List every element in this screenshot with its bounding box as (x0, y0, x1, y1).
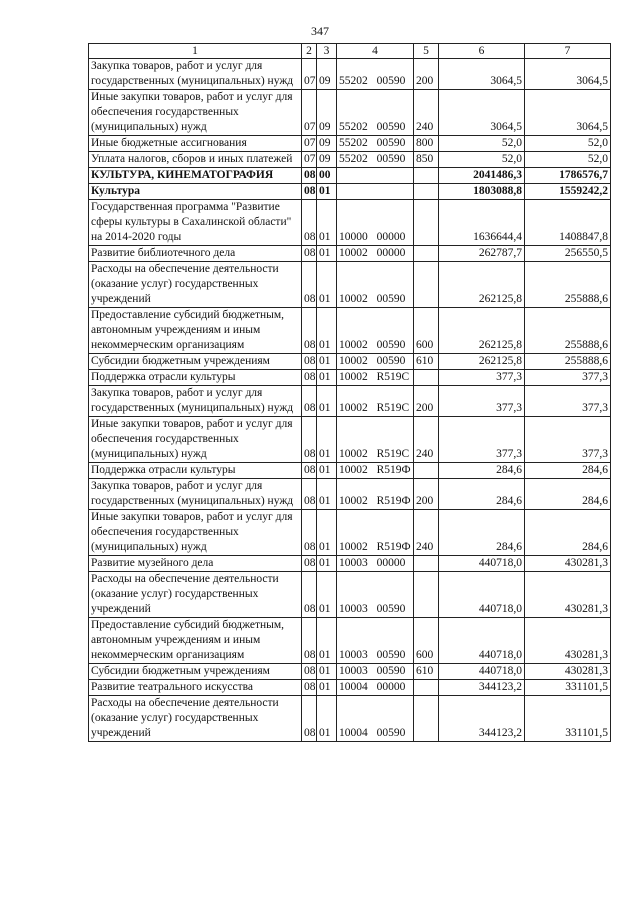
section-code-cell: 07 (302, 136, 317, 152)
amount-year1-cell: 3064,5 (439, 90, 525, 136)
subsection-code-cell: 09 (317, 136, 337, 152)
target-article-cell: 10002 R519Ф (337, 463, 414, 479)
subsection-code-cell: 01 (317, 370, 337, 386)
amount-year1-cell: 1803088,8 (439, 184, 525, 200)
amount-year1-cell: 262125,8 (439, 262, 525, 308)
table-row (89, 463, 611, 479)
subsection-code-cell: 01 (317, 200, 337, 246)
target-article-cell: 10002 00000 (337, 246, 414, 262)
row-name-cell: Субсидии бюджетным учреждениям (89, 664, 302, 680)
row-name-cell: Закупка товаров, работ и услуг для государственных (муниципальных) нужд (89, 59, 302, 90)
amount-year2-cell: 256550,5 (525, 246, 611, 262)
expense-type-cell: 800 (414, 136, 439, 152)
section-code-cell: 08 (302, 262, 317, 308)
table-row (89, 556, 611, 572)
row-name-cell: Предоставление субсидий бюджетным, автономным учреждениям и иным некоммерческим организациям (89, 308, 302, 354)
row-name-cell: Иные бюджетные ассигнования (89, 136, 302, 152)
table-row (89, 510, 611, 556)
target-article-cell: 10002 R519C (337, 370, 414, 386)
expense-type-cell: 200 (414, 479, 439, 510)
header-cell: 7 (525, 44, 611, 59)
header-cell: 5 (414, 44, 439, 59)
subsection-code-cell: 01 (317, 556, 337, 572)
amount-year2-cell: 255888,6 (525, 262, 611, 308)
expense-type-cell: 600 (414, 308, 439, 354)
section-code-cell: 08 (302, 308, 317, 354)
expense-type-cell: 200 (414, 59, 439, 90)
row-name-cell: КУЛЬТУРА, КИНЕМАТОГРАФИЯ (89, 168, 302, 184)
amount-year1-cell: 1636644,4 (439, 200, 525, 246)
subsection-code-cell: 01 (317, 354, 337, 370)
table-row (89, 664, 611, 680)
target-article-cell: 10002 00590 (337, 262, 414, 308)
amount-year1-cell: 377,3 (439, 386, 525, 417)
expense-type-cell: 240 (414, 90, 439, 136)
expense-type-cell (414, 262, 439, 308)
row-name-cell: Развитие театрального искусства (89, 680, 302, 696)
expense-type-cell (414, 246, 439, 262)
row-name-cell: Уплата налогов, сборов и иных платежей (89, 152, 302, 168)
row-name-cell: Закупка товаров, работ и услуг для государственных (муниципальных) нужд (89, 386, 302, 417)
section-code-cell: 08 (302, 618, 317, 664)
row-name-cell: Расходы на обеспечение деятельности (оказание услуг) государственных учреждений (89, 262, 302, 308)
expense-type-cell (414, 572, 439, 618)
row-name-cell: Иные закупки товаров, работ и услуг для обеспечения государственных (муниципальных) нужд (89, 510, 302, 556)
table-row (89, 354, 611, 370)
row-name-cell: Поддержка отрасли культуры (89, 370, 302, 386)
subsection-code-cell: 09 (317, 59, 337, 90)
table-row (89, 90, 611, 136)
table-row (89, 417, 611, 463)
section-code-cell: 08 (302, 572, 317, 618)
header-cell: 2 (302, 44, 317, 59)
row-name-cell: Культура (89, 184, 302, 200)
amount-year1-cell: 284,6 (439, 479, 525, 510)
expense-type-cell (414, 463, 439, 479)
subsection-code-cell: 01 (317, 386, 337, 417)
table-header-row (89, 44, 611, 59)
table-row (89, 696, 611, 742)
target-article-cell: 10003 00000 (337, 556, 414, 572)
section-code-cell: 08 (302, 696, 317, 742)
table-row (89, 200, 611, 246)
budget-table (88, 43, 611, 742)
amount-year2-cell: 3064,5 (525, 90, 611, 136)
table-row (89, 184, 611, 200)
amount-year1-cell: 344123,2 (439, 696, 525, 742)
section-code-cell: 07 (302, 90, 317, 136)
subsection-code-cell: 09 (317, 152, 337, 168)
subsection-code-cell: 01 (317, 664, 337, 680)
expense-type-cell: 610 (414, 664, 439, 680)
expense-type-cell: 240 (414, 510, 439, 556)
target-article-cell: 10003 00590 (337, 664, 414, 680)
expense-type-cell: 850 (414, 152, 439, 168)
section-code-cell: 08 (302, 184, 317, 200)
section-code-cell: 08 (302, 354, 317, 370)
table-row (89, 308, 611, 354)
section-code-cell: 08 (302, 664, 317, 680)
amount-year2-cell: 430281,3 (525, 556, 611, 572)
expense-type-cell (414, 184, 439, 200)
expense-type-cell: 600 (414, 618, 439, 664)
amount-year1-cell: 284,6 (439, 463, 525, 479)
target-article-cell: 55202 00590 (337, 59, 414, 90)
header-cell: 1 (89, 44, 302, 59)
amount-year2-cell: 430281,3 (525, 618, 611, 664)
table-row (89, 262, 611, 308)
amount-year2-cell: 430281,3 (525, 664, 611, 680)
target-article-cell: 10002 R519Ф (337, 510, 414, 556)
row-name-cell: Развитие музейного дела (89, 556, 302, 572)
amount-year1-cell: 440718,0 (439, 572, 525, 618)
expense-type-cell (414, 200, 439, 246)
section-code-cell: 08 (302, 510, 317, 556)
target-article-cell: 10004 00590 (337, 696, 414, 742)
subsection-code-cell: 01 (317, 463, 337, 479)
section-code-cell: 08 (302, 386, 317, 417)
subsection-code-cell: 01 (317, 246, 337, 262)
row-name-cell: Иные закупки товаров, работ и услуг для обеспечения государственных (муниципальных) нужд (89, 90, 302, 136)
table-body (89, 44, 611, 742)
row-name-cell: Поддержка отрасли культуры (89, 463, 302, 479)
expense-type-cell: 240 (414, 417, 439, 463)
subsection-code-cell: 00 (317, 168, 337, 184)
expense-type-cell (414, 370, 439, 386)
amount-year2-cell: 1408847,8 (525, 200, 611, 246)
section-code-cell: 08 (302, 168, 317, 184)
amount-year2-cell: 377,3 (525, 370, 611, 386)
section-code-cell: 08 (302, 463, 317, 479)
amount-year2-cell: 52,0 (525, 152, 611, 168)
amount-year2-cell: 255888,6 (525, 308, 611, 354)
amount-year2-cell: 1786576,7 (525, 168, 611, 184)
target-article-cell: 10000 00000 (337, 200, 414, 246)
target-article-cell: 10003 00590 (337, 572, 414, 618)
amount-year2-cell: 3064,5 (525, 59, 611, 90)
subsection-code-cell: 01 (317, 696, 337, 742)
section-code-cell: 07 (302, 59, 317, 90)
subsection-code-cell: 01 (317, 479, 337, 510)
amount-year1-cell: 284,6 (439, 510, 525, 556)
amount-year2-cell: 284,6 (525, 510, 611, 556)
section-code-cell: 08 (302, 246, 317, 262)
amount-year1-cell: 3064,5 (439, 59, 525, 90)
amount-year2-cell: 430281,3 (525, 572, 611, 618)
amount-year1-cell: 262787,7 (439, 246, 525, 262)
subsection-code-cell: 01 (317, 680, 337, 696)
table-row (89, 618, 611, 664)
section-code-cell: 08 (302, 479, 317, 510)
target-article-cell: 10003 00590 (337, 618, 414, 664)
amount-year2-cell: 1559242,2 (525, 184, 611, 200)
row-name-cell: Государственная программа "Развитие сферы культуры в Сахалинской области" на 2014-2020 годы (89, 200, 302, 246)
row-name-cell: Закупка товаров, работ и услуг для государственных (муниципальных) нужд (89, 479, 302, 510)
subsection-code-cell: 01 (317, 618, 337, 664)
row-name-cell: Развитие библиотечного дела (89, 246, 302, 262)
table-row (89, 246, 611, 262)
amount-year1-cell: 52,0 (439, 152, 525, 168)
amount-year1-cell: 52,0 (439, 136, 525, 152)
amount-year2-cell: 331101,5 (525, 696, 611, 742)
target-article-cell: 10002 R519C (337, 417, 414, 463)
row-name-cell: Расходы на обеспечение деятельности (оказание услуг) государственных учреждений (89, 572, 302, 618)
amount-year1-cell: 440718,0 (439, 664, 525, 680)
amount-year1-cell: 344123,2 (439, 680, 525, 696)
row-name-cell: Иные закупки товаров, работ и услуг для обеспечения государственных (муниципальных) нужд (89, 417, 302, 463)
section-code-cell: 08 (302, 200, 317, 246)
expense-type-cell (414, 556, 439, 572)
amount-year1-cell: 377,3 (439, 370, 525, 386)
table-row (89, 370, 611, 386)
table-row (89, 479, 611, 510)
target-article-cell (337, 168, 414, 184)
target-article-cell: 55202 00590 (337, 136, 414, 152)
table-row (89, 386, 611, 417)
target-article-cell: 10002 R519C (337, 386, 414, 417)
amount-year2-cell: 331101,5 (525, 680, 611, 696)
expense-type-cell (414, 680, 439, 696)
row-name-cell: Расходы на обеспечение деятельности (оказание услуг) государственных учреждений (89, 696, 302, 742)
amount-year2-cell: 255888,6 (525, 354, 611, 370)
header-cell: 4 (337, 44, 414, 59)
amount-year2-cell: 284,6 (525, 479, 611, 510)
subsection-code-cell: 01 (317, 572, 337, 618)
amount-year1-cell: 262125,8 (439, 308, 525, 354)
section-code-cell: 08 (302, 556, 317, 572)
row-name-cell: Предоставление субсидий бюджетным, автономным учреждениям и иным некоммерческим организациям (89, 618, 302, 664)
table-row (89, 136, 611, 152)
target-article-cell: 10002 R519Ф (337, 479, 414, 510)
amount-year1-cell: 440718,0 (439, 618, 525, 664)
table-row (89, 59, 611, 90)
section-code-cell: 08 (302, 370, 317, 386)
header-cell: 3 (317, 44, 337, 59)
table-row (89, 572, 611, 618)
subsection-code-cell: 01 (317, 308, 337, 354)
expense-type-cell (414, 168, 439, 184)
amount-year2-cell: 52,0 (525, 136, 611, 152)
page-number: 347 (311, 24, 329, 38)
section-code-cell: 07 (302, 152, 317, 168)
subsection-code-cell: 01 (317, 510, 337, 556)
target-article-cell: 55202 00590 (337, 152, 414, 168)
target-article-cell (337, 184, 414, 200)
amount-year1-cell: 440718,0 (439, 556, 525, 572)
amount-year1-cell: 377,3 (439, 417, 525, 463)
target-article-cell: 10002 00590 (337, 354, 414, 370)
expense-type-cell (414, 696, 439, 742)
subsection-code-cell: 01 (317, 417, 337, 463)
row-name-cell: Субсидии бюджетным учреждениям (89, 354, 302, 370)
section-code-cell: 08 (302, 417, 317, 463)
target-article-cell: 10002 00590 (337, 308, 414, 354)
table-row (89, 152, 611, 168)
expense-type-cell: 610 (414, 354, 439, 370)
target-article-cell: 55202 00590 (337, 90, 414, 136)
header-cell: 6 (439, 44, 525, 59)
amount-year1-cell: 262125,8 (439, 354, 525, 370)
subsection-code-cell: 01 (317, 262, 337, 308)
amount-year2-cell: 284,6 (525, 463, 611, 479)
subsection-code-cell: 09 (317, 90, 337, 136)
target-article-cell: 10004 00000 (337, 680, 414, 696)
expense-type-cell: 200 (414, 386, 439, 417)
section-code-cell: 08 (302, 680, 317, 696)
amount-year2-cell: 377,3 (525, 386, 611, 417)
table-row (89, 680, 611, 696)
subsection-code-cell: 01 (317, 184, 337, 200)
amount-year2-cell: 377,3 (525, 417, 611, 463)
amount-year1-cell: 2041486,3 (439, 168, 525, 184)
table-row (89, 168, 611, 184)
